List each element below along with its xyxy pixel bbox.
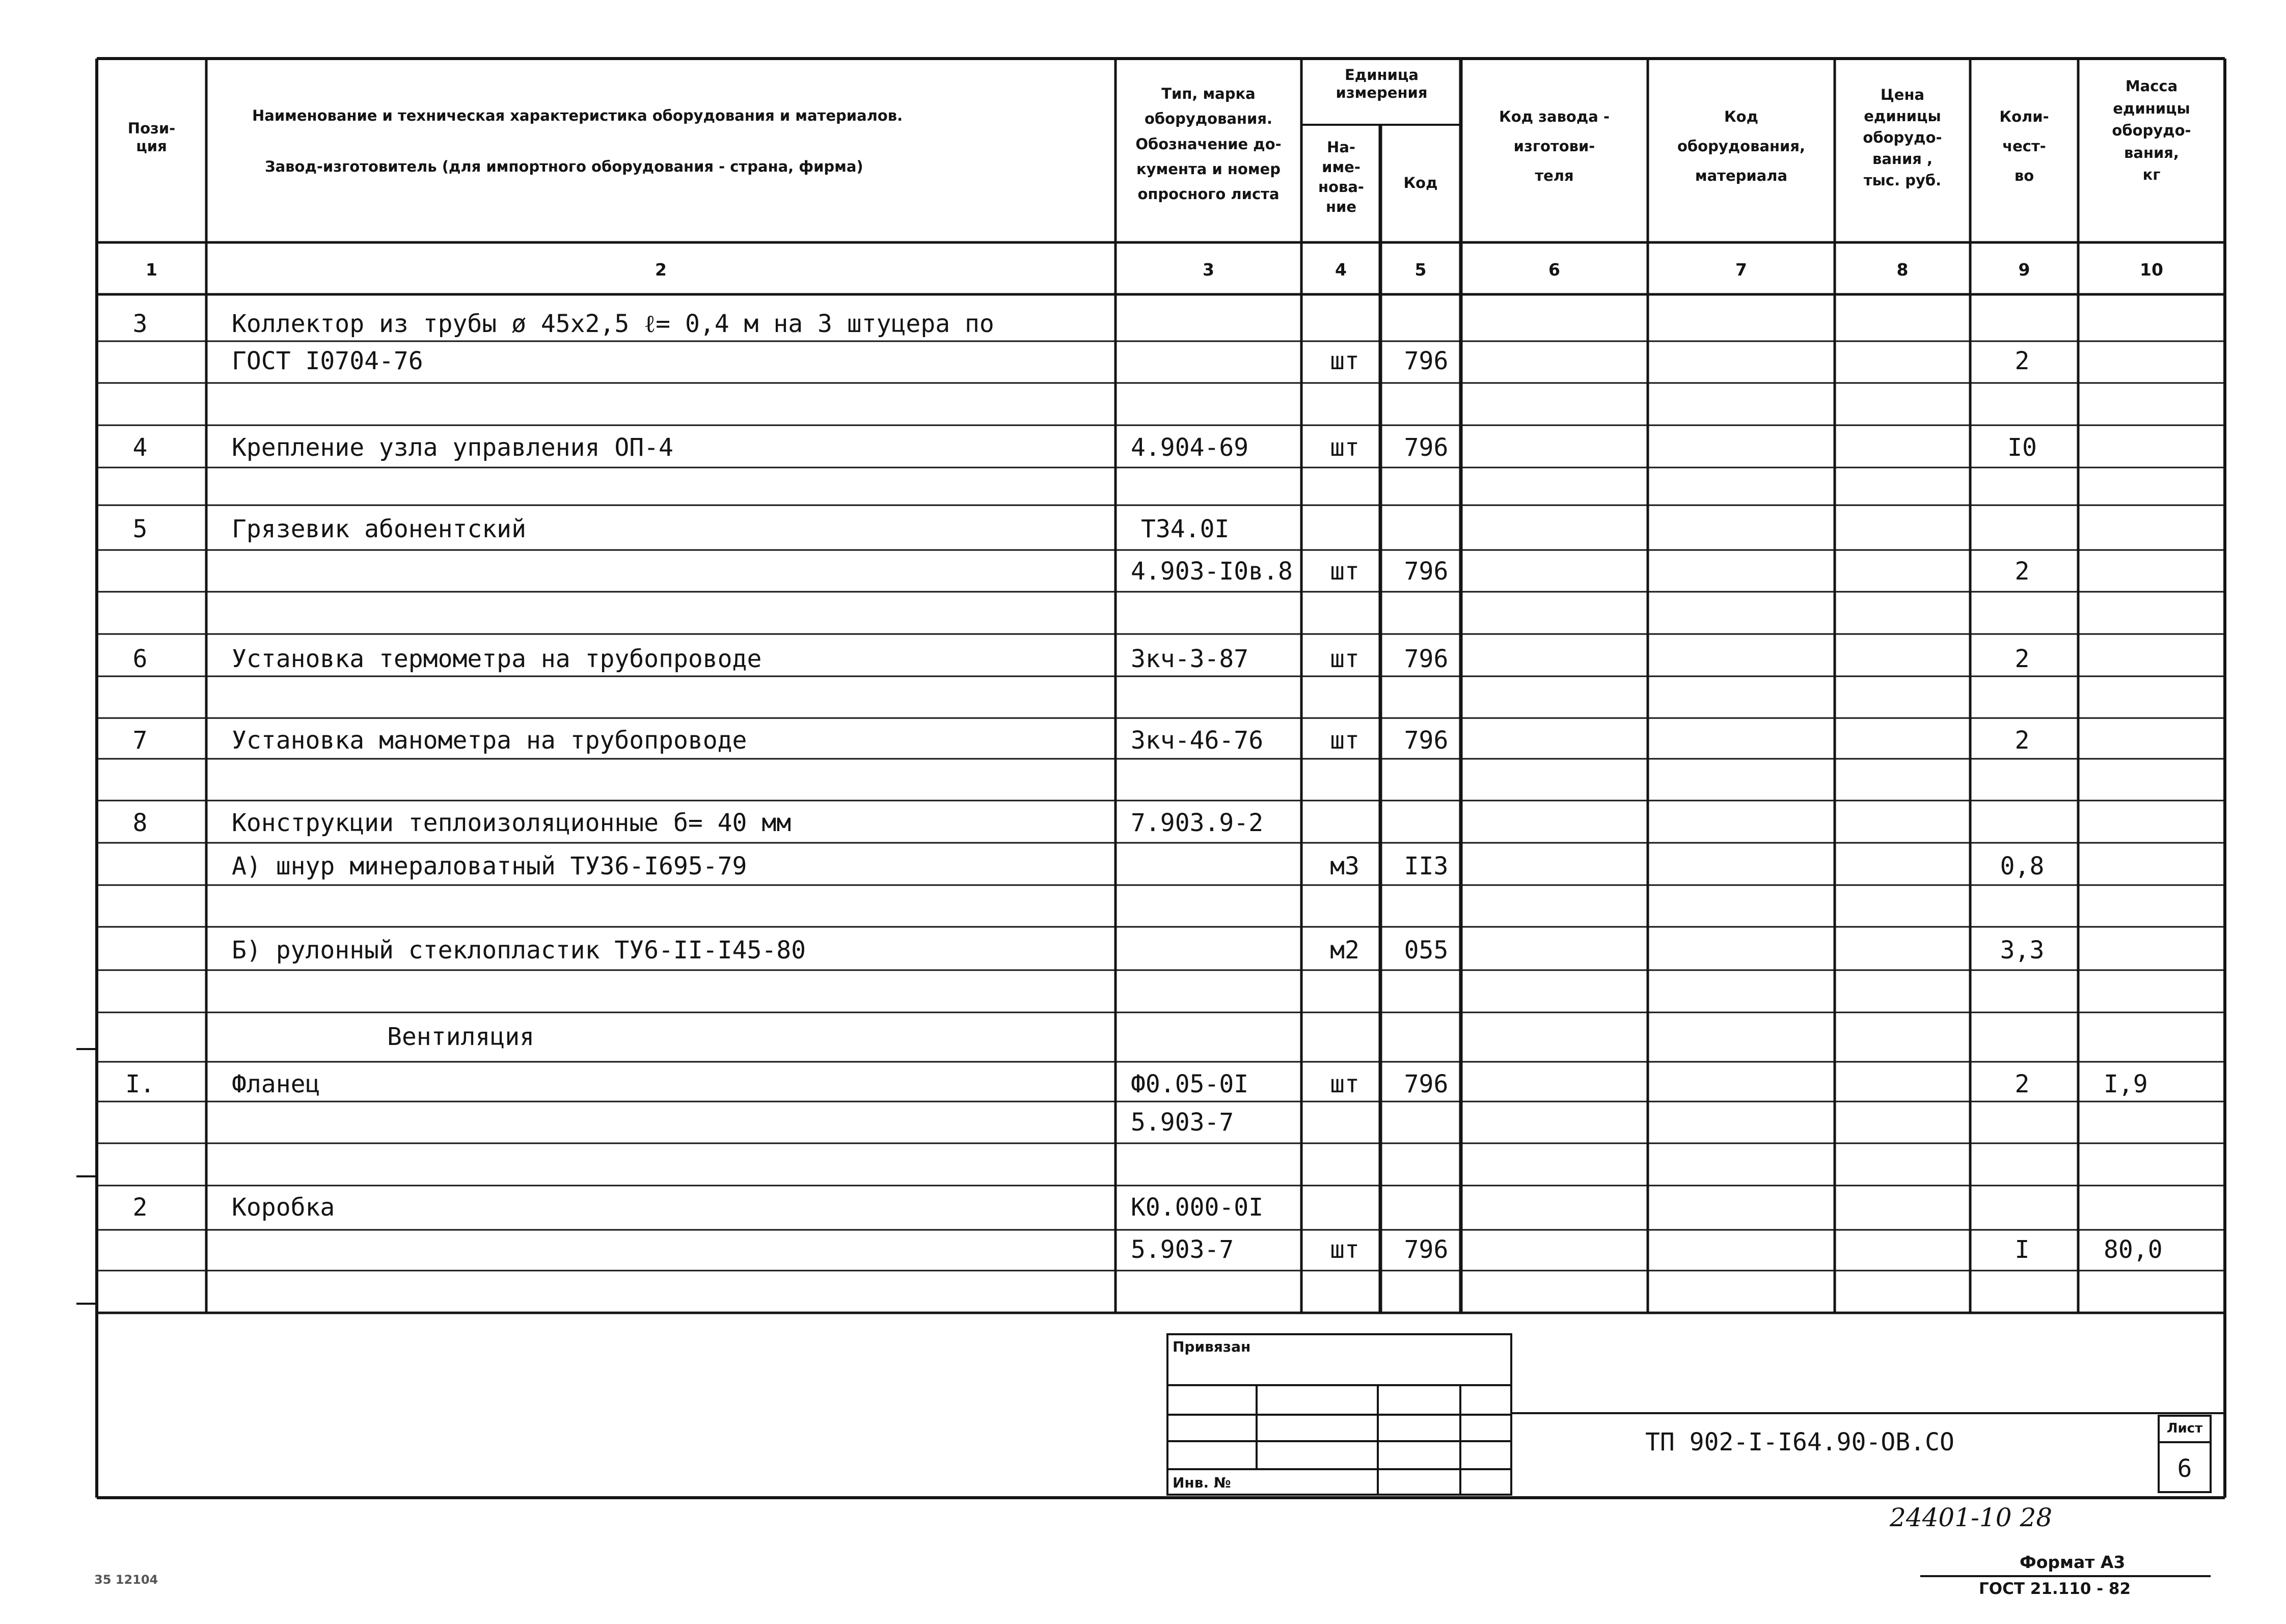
- unit-code-cell: 796: [1404, 347, 1449, 375]
- quantity-cell: 2: [2015, 645, 2030, 673]
- column-number: 5: [1414, 260, 1427, 280]
- column-number: 6: [1548, 260, 1560, 280]
- document-code: ТП 902-I-I64.90-ОВ.СО: [1645, 1428, 1954, 1456]
- bound-label: Привязан: [1173, 1338, 1251, 1355]
- position-cell: 5: [132, 515, 148, 543]
- type-mark-cell: 3кч-46-76: [1131, 726, 1264, 755]
- unit-name-cell: шт: [1330, 433, 1359, 462]
- item-name-cell: Грязевик абонентский: [232, 515, 526, 543]
- quantity-cell: 3,3: [2000, 936, 2045, 965]
- handwritten-number: 24401-10 28: [1890, 1503, 2053, 1532]
- type-mark-cell: 4.904-69: [1131, 433, 1249, 462]
- type-mark-cell: 4.903-I0в.8: [1131, 557, 1293, 586]
- quantity-cell: 2: [2015, 1070, 2030, 1098]
- column-number: 10: [2140, 260, 2163, 280]
- position-cell: I.: [125, 1070, 155, 1098]
- position-cell: 8: [132, 809, 148, 837]
- quantity-cell: 2: [2015, 557, 2030, 586]
- item-name-cell: Фланец: [232, 1070, 320, 1098]
- header-unit-code: Код: [1403, 174, 1438, 191]
- quantity-cell: I: [2015, 1235, 2030, 1264]
- archive-code: 35 12104: [94, 1573, 158, 1587]
- column-number: 3: [1203, 260, 1214, 280]
- unit-code-cell: 055: [1404, 936, 1449, 965]
- inventory-number-label: Инв. №: [1173, 1474, 1231, 1491]
- quantity-cell: 2: [2015, 726, 2030, 755]
- position-cell: 3: [132, 310, 148, 338]
- type-mark-cell: Т34.0I: [1141, 515, 1230, 543]
- item-name-cell: Конструкции теплоизоляционные б= 40 мм: [232, 809, 792, 837]
- header-equipment-code: Код оборудования, материала: [1677, 108, 1806, 184]
- type-mark-cell: 7.903.9-2: [1131, 809, 1264, 837]
- position-cell: 2: [132, 1193, 148, 1222]
- unit-name-cell: шт: [1330, 645, 1359, 673]
- column-number: 4: [1335, 260, 1347, 280]
- position-cell: 6: [132, 645, 148, 673]
- header-unit-mass: Масса единицы оборудо- вания, кг: [2112, 77, 2191, 183]
- unit-code-cell: 796: [1404, 726, 1449, 755]
- column-number: 8: [1896, 260, 1909, 280]
- unit-code-cell: II3: [1404, 852, 1449, 880]
- position-cell: 7: [132, 726, 148, 755]
- quantity-cell: 0,8: [2000, 852, 2045, 880]
- column-number: 9: [2018, 260, 2030, 280]
- header-factory-code: Код завода - изготови- теля: [1499, 108, 1610, 184]
- header-type-mark: Тип, марка оборудования. Обозначение до- кумента и номер опросного листа: [1135, 85, 1282, 203]
- unit-code-cell: 796: [1404, 645, 1449, 673]
- item-name-cell: Б) рулонный стеклопластик ТУ6-II-I45-80: [232, 936, 806, 965]
- header-position: Пози- ция: [127, 120, 176, 155]
- unit-code-cell: 796: [1404, 1070, 1449, 1098]
- type-mark-cell: К0.000-0I: [1131, 1193, 1264, 1222]
- gost-label: ГОСТ 21.110 - 82: [1979, 1580, 2131, 1598]
- header-name-line2: Завод-изготовитель (для импортного оборудования - страна, фирма): [265, 158, 863, 175]
- quantity-cell: I0: [2007, 433, 2037, 462]
- mass-cell: I,9: [2104, 1070, 2148, 1098]
- column-number: 1: [146, 260, 157, 280]
- type-mark-cell: 3кч-3-87: [1131, 645, 1249, 673]
- unit-name-cell: м3: [1330, 852, 1359, 880]
- column-number: 7: [1735, 260, 1747, 280]
- unit-name-cell: шт: [1330, 557, 1359, 586]
- unit-name-cell: м2: [1330, 936, 1359, 965]
- item-name-cell: А) шнур минераловатный ТУ36-I695-79: [232, 852, 747, 880]
- type-mark-cell: Ф0.05-0I: [1131, 1070, 1249, 1098]
- header-quantity: Коли- чест- во: [1999, 108, 2049, 184]
- unit-name-cell: шт: [1330, 1235, 1359, 1264]
- type-mark-cell: 5.903-7: [1131, 1108, 1234, 1137]
- section-title-ventilation: Вентиляция: [387, 1023, 534, 1051]
- column-number: 2: [655, 260, 667, 280]
- item-name-cell: ГОСТ I0704-76: [232, 347, 423, 375]
- item-name-cell: Коробка: [232, 1193, 335, 1222]
- unit-code-cell: 796: [1404, 1235, 1449, 1264]
- header-name-line1: Наименование и техническая характеристика оборудования и материалов.: [252, 107, 903, 124]
- header-unit-group: Единица измерения: [1336, 66, 1428, 101]
- unit-name-cell: шт: [1330, 347, 1359, 375]
- unit-name-cell: шт: [1330, 726, 1359, 755]
- unit-name-cell: шт: [1330, 1070, 1359, 1098]
- item-name-cell: Коллектор из трубы ø 45х2,5 ℓ= 0,4 м на 3 штуцера по: [232, 310, 994, 338]
- unit-code-cell: 796: [1404, 557, 1449, 586]
- item-name-cell: Крепление узла управления ОП-4: [232, 433, 673, 462]
- item-name-cell: Установка термометра на трубопроводе: [232, 645, 762, 673]
- mass-cell: 80,0: [2104, 1235, 2163, 1264]
- sheet-number: 6: [2177, 1454, 2192, 1483]
- unit-code-cell: 796: [1404, 433, 1449, 462]
- type-mark-cell: 5.903-7: [1131, 1235, 1234, 1264]
- sheet-label: Лист: [2166, 1421, 2203, 1436]
- format-label: Формат А3: [2020, 1552, 2126, 1572]
- quantity-cell: 2: [2015, 347, 2030, 375]
- header-unit-name: На- име- нова- ние: [1318, 139, 1364, 216]
- item-name-cell: Установка манометра на трубопроводе: [232, 726, 747, 755]
- header-unit-price: Цена единицы оборудо- вания , тыс. руб.: [1863, 86, 1942, 189]
- position-cell: 4: [132, 433, 148, 462]
